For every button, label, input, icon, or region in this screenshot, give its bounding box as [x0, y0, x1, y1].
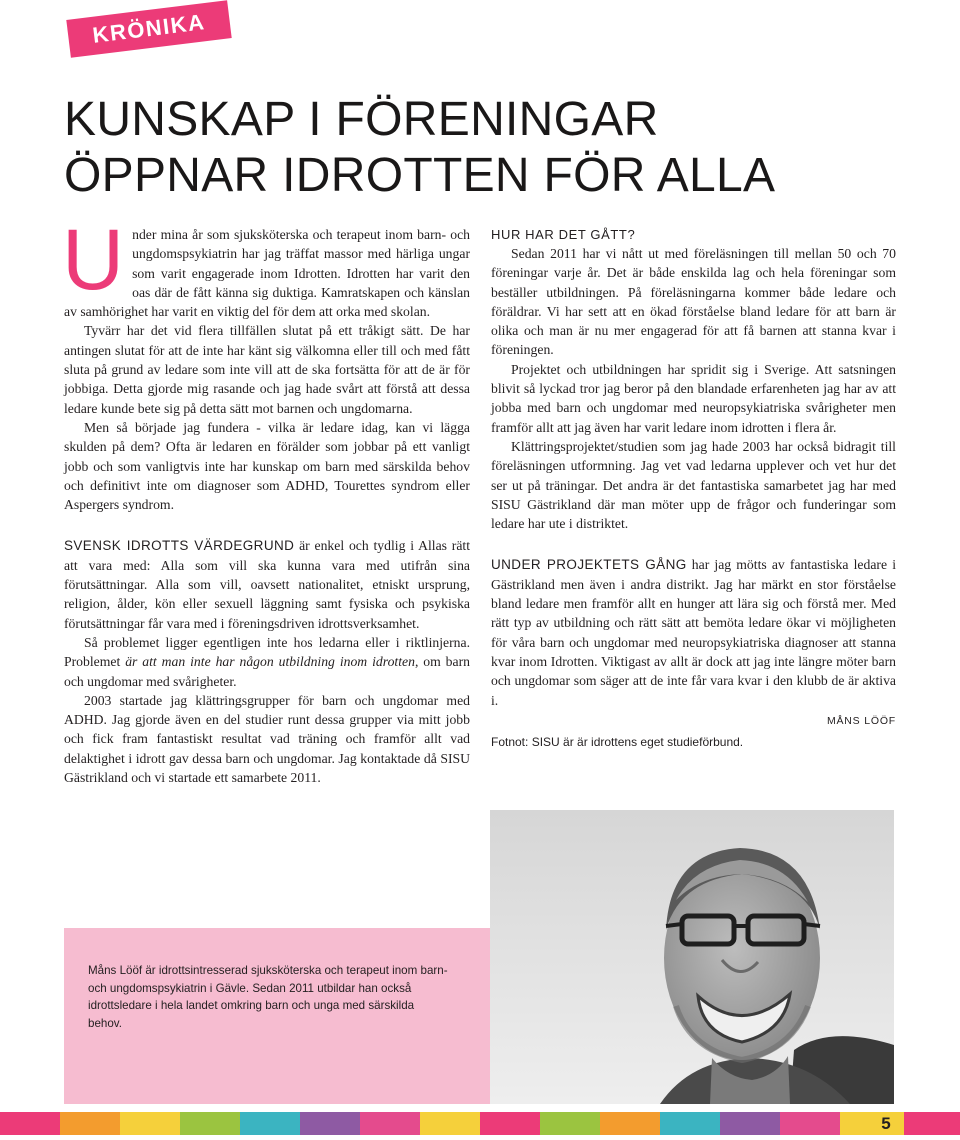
stripe-segment	[300, 1112, 360, 1135]
stripe-segment	[600, 1112, 660, 1135]
paragraph: Tyvärr har det vid flera tillfällen slutat på ett tråkigt sätt. De har antingen slutat för att de inte har känt sig välkomna eller till och med fått sluta på grund av ledare som inte vill att de ska fortsätta för att de är för jobbiga. Detta gjorde mig rasande och jag hade svårt att förstå att dessa ledare kunde bete sig på detta sätt mot barnen och ungdomarna.	[64, 323, 470, 416]
subheading: HUR HAR DET GÅTT?	[491, 227, 636, 242]
stripe-segment	[0, 1112, 60, 1135]
footnote: Fotnot: SISU är är idrottens eget studieförbund.	[491, 735, 744, 750]
stripe-segment	[120, 1112, 180, 1135]
stripe-segment	[60, 1112, 120, 1135]
section-tag-label: KRÖNIKA	[91, 9, 207, 48]
stripe-segment	[900, 1112, 960, 1135]
stripe-segment	[180, 1112, 240, 1135]
left-column	[62, 212, 471, 787]
drop-cap: U	[62, 212, 125, 308]
stripe-segment	[780, 1112, 840, 1135]
section-text: är enkel och tydlig i Allas rätt att vara med: Alla som vill ska kunna vara med utifrån sina förutsättningar. Alla som vill, oavsett nationalitet, etniskt ursprung, religion, ålder, kön eller sexuell läggning samt fysiska och psykiska förutsättningar får vara med i föreningsdriven idrottsverksamhet.	[64, 538, 471, 631]
author-bio: Måns Lööf är idrottsintresserad sjuksköterska och terapeut inom barn- och ungdomspsykiatrin i Gävle. Sedan 2011 utbildar han också idrottsledare i hela landet omkring barn och unga med särskilda behov.	[88, 964, 448, 1030]
right-column	[491, 225, 896, 752]
paragraph: 2003 startade jag klättringsgrupper för barn och ungdomar med ADHD. Jag gjorde även en del studier runt dessa grupper via mitt jobb och fick fram fantastiskt resultat vad träning och framför allt vad delaktighet i idrott gav dessa barn och ungdomar. Jag kontaktade då SISU Gästrikland och vi startade ett samarbete 2011.	[64, 692, 470, 786]
page-number: 5	[868, 1112, 904, 1135]
stripe-segment	[240, 1112, 300, 1135]
headline-line-1: KUNSKAP I FÖRENINGAR	[64, 93, 659, 146]
stripe-segment	[540, 1112, 600, 1135]
section-paragraph	[64, 536, 470, 632]
paragraph: Men så började jag fundera - vilka är ledare idag, kan vi lägga skulden på dem? Ofta är ledaren en förälder som jobbar på ett vanligt jobb och som vanligtvis inte har kunskap om barn med särskilda behov och definitivt inte om diagnoser som ADHD, Tourettes syndrom eller Aspergers syndrom.	[64, 419, 470, 513]
emphasis-text: är att man inte har någon utbildning inom idrotten	[125, 654, 415, 670]
headline-line-2: ÖPPNAR IDROTTEN FÖR ALLA	[64, 149, 776, 202]
section-paragraph	[491, 555, 896, 709]
headline	[64, 92, 924, 204]
paragraph: Sedan 2011 har vi nått ut med föreläsningen till mellan 50 och 70 föreningar varje år. Det är både enskilda lag och hela föreningar som beställer utbildningen. På föreläsningarna kommer både ledare och föräldrar. Vi har sett att en ökad förståelse bland ledare för att barn är olika och man är nu mer engagerad för att få barnen att stanna kvar i föreningen.	[491, 246, 896, 358]
paragraph: Projektet och utbildningen har spridit sig i Sverige. Att satsningen blivit så lyckad tror jag beror på den blandade erfarenheten jag har av att jobba med barn och ungdomar med neuropsykiatriska svårigheter men framför allt att jag även har varit ledare inom idrotten i flera år.	[491, 361, 896, 435]
author-byline: MÅNS LÖÖF	[826, 714, 896, 727]
stripe-segment	[720, 1112, 780, 1135]
author-photo	[490, 810, 894, 1104]
section-lead-in: SVENSK IDROTTS VÄRDEGRUND	[64, 538, 295, 554]
color-stripe	[0, 1112, 960, 1135]
paragraph	[64, 633, 470, 691]
stripe-segment	[420, 1112, 480, 1135]
section-lead-in: UNDER PROJEKTETS GÅNG	[491, 557, 687, 573]
paragraph-text: Så problemet ligger egentligen inte hos ledarna eller i riktlinjerna. Problemet	[64, 634, 470, 670]
stripe-segment	[660, 1112, 720, 1135]
stripe-segment	[480, 1112, 540, 1135]
intro-text: nder mina år som sjuksköterska och terapeut inom barn- och ungdomspsykiatrin har jag träffat massor med härliga ungar som varit engagerade inom Idrotten. Idrotten har varit den oas där de fått känna sig duktiga. Kamratskapen och känslan av samhörighet har varit en viktig del för dem att orka med skolan.	[64, 227, 470, 320]
section-text: har jag mötts av fantastiska ledare i Gästrikland men även i andra distrikt. Jag har märkt en stor förståelse bland ledare men framför allt en hunger att lära sig och förstå mer. Med rätt typ av utbildning och rätt sätt att bemöta ledare ökar vi möjligheten för våra barn och ungdomar med neuropsykiatriska diagnoser att stanna kvar inom Idrotten. Viktigast av allt är dock att jag inte längre möter barn och ungdomar som säger att de inte får vara kvar i den klubb de är aktiva i.	[491, 557, 896, 708]
paragraph: Klättringsprojektet/studien som jag hade 2003 har också bidragit till föreläsningen utformning. Jag vet vad ledarna upplever och vet hur det ser ut på träningar. Det andra är det fantastiska samarbetet jag har med SISU Gästrikland där man möter upp de frågor och funderingar som ledare har ute i distriktet.	[491, 438, 896, 532]
intro-paragraph	[62, 212, 470, 321]
stripe-segment	[360, 1112, 420, 1135]
paragraph-text: , om barn och ungdomar med svårigheter.	[64, 654, 471, 689]
section-tag	[66, 0, 231, 57]
